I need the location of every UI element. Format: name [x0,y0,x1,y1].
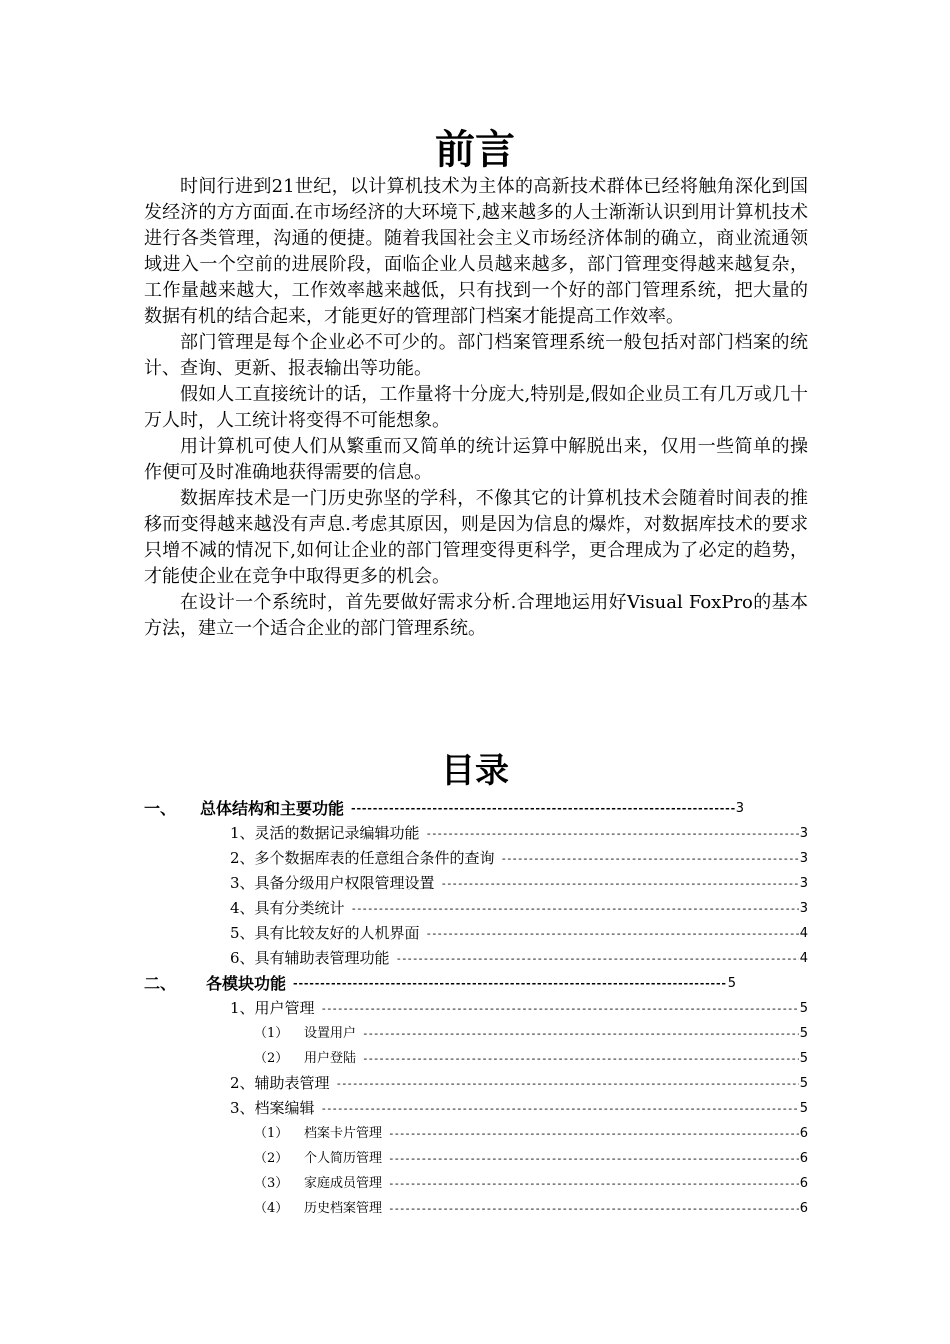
preface-paragraph: 假如人工直接统计的话，工作量将十分庞大,特别是,假如企业员工有几万或几十万人时，人工统计将变得不可能想象。 [144,384,808,431]
toc-page-number: 5 [727,976,736,991]
toc-number: （1） [254,1026,289,1041]
toc-label: 用户登陆 [304,1051,357,1066]
toc-leader-dots [396,946,799,971]
toc-label: 3、档案编辑 [230,1099,315,1117]
toc-leader-dots [321,996,799,1021]
toc-page-number: 5 [799,1076,808,1091]
toc-entry[interactable] [230,946,808,971]
preface-paragraph: 数据库技术是一门历史弥坚的学科，不像其它的计算机技术会随着时间表的推移而变得越来越没有声息.考虑其原因，则是因为信息的爆炸，对数据库技术的要求只增不减的情况下,如何让企业的部门管理变得更科学，更合理成为了必定的趋势，才能使企业在竞争中取得更多的机会。 [144,488,808,587]
preface-paragraph: 部门管理是每个企业必不可少的。部门档案管理系统一般包括对部门档案的统计、查询、更新、报表输出等功能。 [144,332,808,379]
toc-label: 1、灵活的数据记录编辑功能 [230,824,420,842]
toc-page-number: 4 [799,951,808,966]
toc-entry[interactable] [254,1121,808,1146]
toc-label: 6、具有辅助表管理功能 [230,949,390,967]
toc-leader-dots [362,1046,799,1071]
toc-leader-dots [388,1146,799,1171]
toc-page-number: 3 [799,876,808,891]
toc-title: 目录 [441,751,509,791]
toc-entry[interactable] [230,1096,808,1121]
toc-number: （2） [254,1051,289,1066]
toc-label: 历史档案管理 [304,1201,383,1216]
preface-title: 前言 [435,126,515,173]
toc-entry[interactable] [144,796,744,821]
toc-leader-dots [336,1071,799,1096]
toc-page-number: 3 [799,851,808,866]
toc-page-number: 5 [799,1001,808,1016]
toc-entry[interactable] [254,1021,808,1046]
toc-label: 2、多个数据库表的任意组合条件的查询 [230,849,495,867]
toc-label: 总体结构和主要功能 [200,799,345,818]
toc-leader-dots [426,821,799,846]
toc-entry[interactable] [230,846,808,871]
toc-number: （1） [254,1126,289,1141]
toc-label: 个人简历管理 [304,1151,383,1166]
toc-leader-dots [441,871,799,896]
toc-entry[interactable] [144,971,736,996]
toc-label: 2、辅助表管理 [230,1074,330,1092]
toc-entry[interactable] [254,1146,808,1171]
toc-page-number: 6 [799,1126,808,1141]
toc-page-number: 5 [799,1051,808,1066]
toc-number: （3） [254,1176,289,1191]
toc-page-number: 6 [799,1151,808,1166]
toc-entry[interactable] [254,1046,808,1071]
toc-number: （2） [254,1151,289,1166]
toc-label: 1、用户管理 [230,999,315,1017]
toc-label: 3、具备分级用户权限管理设置 [230,874,435,892]
toc-page-number: 5 [799,1026,808,1041]
toc-page-number: 3 [735,801,744,816]
toc-label: 设置用户 [304,1026,357,1041]
toc-page-number: 6 [799,1201,808,1216]
toc-leader-dots [426,921,799,946]
toc-leader-dots [388,1196,799,1221]
toc-page-number: 3 [799,826,808,841]
toc-page-number: 6 [799,1176,808,1191]
toc-label: 5、具有比较友好的人机界面 [230,924,420,942]
toc-leader-dots [501,846,799,871]
preface-paragraph: 用计算机可使人们从繁重而又简单的统计运算中解脱出来，仅用一些简单的操作便可及时准确地获得需要的信息。 [144,436,808,483]
toc-label: 4、具有分类统计 [230,899,345,917]
preface-paragraph: 时间行进到21世纪，以计算机技术为主体的高新技术群体已经将触角深化到国发经济的方方面面.在市场经济的大环境下,越来越多的人士渐渐认识到用计算机技术进行各类管理，沟通的便捷。随着我国社会主义市场经济体制的确立，商业流通领域进入一个空前的进展阶段，面临企业人员越来越多，部门管理变得越来越复杂，工作量越来越大，工作效率越来越低，只有找到一个好的部门管理系统，把大量的数据有机的结合起来，才能更好的管理部门档案才能提高工作效率。 [144,176,808,327]
toc-entry[interactable] [230,821,808,846]
toc-label: 档案卡片管理 [304,1126,383,1141]
toc-leader-dots [351,896,799,921]
toc-label: 家庭成员管理 [304,1176,383,1191]
toc-number: （4） [254,1201,289,1216]
toc-leader-dots [388,1171,799,1196]
toc-leader-dots [321,1096,799,1121]
toc-leader-dots [362,1021,799,1046]
toc-entry[interactable] [230,996,808,1021]
toc-page-number: 3 [799,901,808,916]
toc-entry[interactable] [230,896,808,921]
preface-paragraph: 在设计一个系统时，首先要做好需求分析.合理地运用好Visual FoxPro的基本方法，建立一个适合企业的部门管理系统。 [144,592,808,639]
toc-page-number: 5 [799,1101,808,1116]
toc-entry[interactable] [230,1071,808,1096]
toc-entry[interactable] [230,921,808,946]
preface-body [144,174,808,642]
toc-leader-dots [388,1121,799,1146]
toc-entry[interactable] [254,1171,808,1196]
toc-label: 各模块功能 [206,974,287,993]
toc-leader-dots [350,796,735,821]
toc-number: 一、 [144,799,177,818]
toc-number: 二、 [144,974,177,993]
toc-entry[interactable] [254,1196,808,1221]
toc-leader-dots [292,971,727,996]
toc-page-number: 4 [799,926,808,941]
toc-entry[interactable] [230,871,808,896]
